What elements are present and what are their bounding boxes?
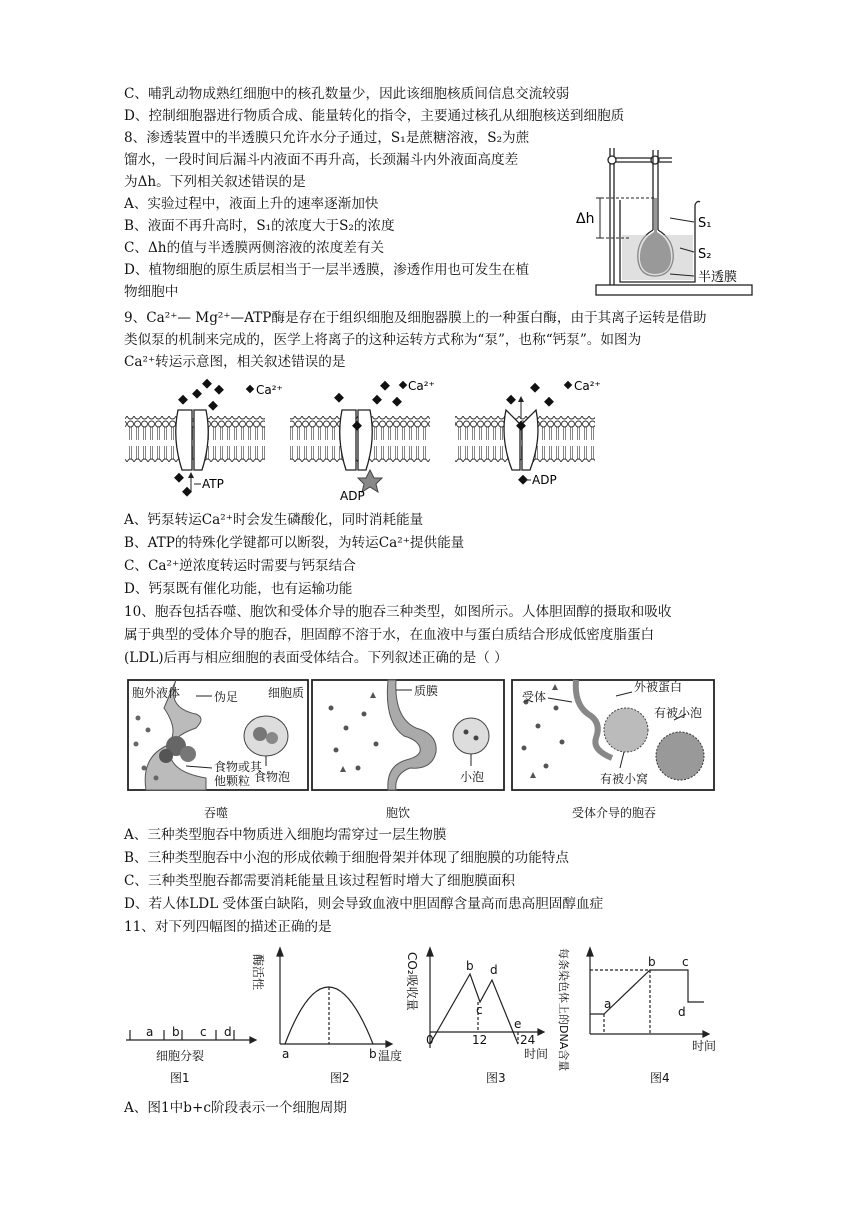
g3-xlabel: 时间	[524, 1047, 549, 1061]
calcium-legend-1: Ca²⁺	[256, 383, 283, 397]
calcium-pump-figure	[120, 374, 620, 504]
q8-option-d: D、植物细胞的原生质层相当于一层半透膜，渗透作用也可发生在植	[124, 262, 530, 278]
g2-label-a: a	[282, 1047, 290, 1061]
g3-label-d: d	[490, 963, 498, 977]
label-plasma-membrane: 质膜	[414, 684, 439, 698]
g2-label-b: b	[369, 1047, 377, 1061]
label-coated-pit: 有被小窝	[600, 772, 649, 786]
q10-option-d: D、若人体LDL 受体蛋白缺陷，则会导致血液中胆固醇含量高而患高胆固醇血症	[124, 896, 604, 912]
q9-option-a: A、钙泵转运Ca²⁺时会发生磷酸化，同时消耗能量	[124, 512, 424, 528]
caption-pinocytosis: 胞饮	[386, 806, 411, 820]
q9-stem-1: 9、Ca²⁺— Mg²⁺—ATP酶是存在于组织细胞及细胞器膜上的一种蛋白酶，由于其离子运转是借助	[124, 310, 707, 326]
g1-label-a: a	[146, 1025, 154, 1039]
g4-ylabel: 每条染色体上的DNA含量	[557, 948, 570, 1072]
label-coated-vesicle: 有被小泡	[654, 706, 703, 720]
q8-stem-3: 为Δh。下列相关叙述错误的是	[124, 174, 306, 190]
label-pseudopod: 伪足	[214, 690, 239, 704]
q10-option-a: A、三种类型胞吞中物质进入细胞均需穿过一层生物膜	[124, 827, 447, 843]
q8-stem-1: 8、渗透装置中的半透膜只允许水分子通过，S₁是蔗糖溶液，S₂为蔗	[124, 130, 530, 146]
g1-label-b: b	[172, 1025, 180, 1039]
g2-caption: 图2	[330, 1071, 350, 1085]
g4-xlabel: 时间	[692, 1039, 717, 1053]
g2-ylabel: 酶活性	[251, 954, 265, 991]
pump-panel-2	[290, 379, 435, 503]
g3-ylabel: CO₂吸收量	[405, 952, 419, 1011]
q10-option-c: C、三种类型胞吞都需要消耗能量且该过程暂时增大了细胞膜面积	[124, 873, 516, 889]
g1-label-d: d	[224, 1025, 232, 1039]
stand-base	[596, 285, 752, 295]
q8-stem-2: 馏水，一段时间后漏斗内液面不再升高，长颈漏斗内外液面高度差	[124, 152, 519, 168]
q9-option-b: B、ATP的特殊化学键都可以断裂，为转运Ca²⁺提供能量	[124, 535, 465, 551]
g3-tick-24: 24	[520, 1033, 536, 1047]
label-coat-protein: 外被蛋白	[634, 680, 683, 694]
q8-option-b: B、液面不再升高时，S₁的浓度大于S₂的浓度	[124, 218, 395, 234]
q10-stem-3: (LDL)后再与相应细胞的表面受体结合。下列叙述正确的是（ ）	[124, 650, 508, 666]
osmosis-apparatus-figure	[570, 130, 770, 302]
coated-vesicle	[656, 732, 704, 780]
g2-curve	[285, 987, 373, 1044]
g4-label-b: b	[648, 955, 656, 969]
q9-stem-2: 类似泵的机制来完成的，医学上将离子的这种运转方式称为“泵”，也称“钙泵”。如图为	[124, 332, 642, 348]
s2-label: S₂	[698, 247, 712, 262]
label-vesicle: 小泡	[460, 770, 485, 784]
q10-option-b: B、三种类型胞吞中小泡的形成依赖于细胞骨架并体现了细胞膜的功能特点	[124, 850, 569, 866]
membrane-label: 半透膜	[698, 270, 738, 285]
pump-panel-3	[455, 379, 601, 487]
text-line-1: C、哺乳动物成熟红细胞中的核孔数量少，因此该细胞核质间信息交流较弱	[124, 86, 570, 102]
q10-stem-2: 属于典型的受体介导的胞吞，胆固醇不溶于水，在血液中与蛋白质结合形成低密度脂蛋白	[124, 627, 655, 643]
caption-receptor-mediated: 受体介导的胞吞	[572, 806, 657, 820]
q8-option-a: A、实验过程中，液面上升的速率逐渐加快	[124, 196, 379, 212]
label-receptor: 受体	[522, 690, 547, 704]
vesicle	[453, 718, 489, 754]
g1-caption: 图1	[170, 1071, 190, 1085]
text-line-2: D、控制细胞器进行物质合成、能量转化的指令，主要通过核孔从细胞核送到细胞质	[124, 108, 625, 124]
label-food-vacuole: 食物泡	[254, 770, 291, 784]
q8-option-d-cont: 物细胞中	[124, 284, 179, 300]
calcium-legend-2: Ca²⁺	[408, 379, 435, 393]
coated-pit	[604, 708, 648, 752]
dh-label: Δh	[576, 211, 595, 227]
adp-label-2: ADP	[532, 473, 557, 487]
q11-option-a: A、图1中b+c阶段表示一个细胞周期	[124, 1100, 347, 1116]
g4-label-a: a	[604, 997, 612, 1011]
g3-label-c: c	[476, 1003, 483, 1017]
label-extracellular-fluid: 胞外液体	[132, 686, 181, 700]
g2-xlabel: 温度	[378, 1049, 403, 1063]
four-graphs-figure	[120, 940, 720, 1088]
q9-option-d: D、钙泵既有催化功能，也有运输功能	[124, 581, 353, 597]
q9-stem-3: Ca²⁺转运示意图，相关叙述错误的是	[124, 354, 346, 370]
g3-caption: 图3	[486, 1071, 506, 1085]
g3-tick-0: 0	[426, 1033, 434, 1047]
g4-label-c: c	[682, 955, 689, 969]
pump-panel-1	[125, 379, 265, 497]
g3-label-e: e	[514, 1017, 522, 1031]
caption-phagocytosis: 吞噬	[204, 806, 229, 820]
g1-label-c: c	[200, 1025, 207, 1039]
label-food-particle-1: 食物或其	[214, 760, 263, 774]
s1-label: S₁	[698, 216, 712, 231]
g3-label-b: b	[466, 959, 474, 973]
q8-option-c: C、Δh的值与半透膜两侧溶液的浓度差有关	[124, 240, 385, 256]
g1-xlabel: 细胞分裂	[156, 1049, 205, 1063]
q9-option-c: C、Ca²⁺逆浓度转运时需要与钙泵结合	[124, 558, 356, 574]
label-food-particle-2: 他颗粒	[214, 774, 251, 788]
g3-tick-12: 12	[472, 1033, 488, 1047]
endocytosis-figure	[126, 678, 716, 823]
label-cytoplasm: 细胞质	[268, 686, 305, 700]
calcium-legend-3: Ca²⁺	[574, 379, 601, 393]
g4-caption: 图4	[650, 1071, 670, 1085]
atp-label: ATP	[202, 477, 224, 491]
q10-stem-1: 10、胞吞包括吞噬、胞饮和受体介导的胞吞三种类型，如图所示。人体胆固醇的摄取和吸收	[124, 604, 672, 620]
g4-label-d: d	[678, 1005, 686, 1019]
adp-label-1: ADP	[340, 489, 365, 503]
q11-stem: 11、对下列四幅图的描述正确的是	[124, 919, 332, 935]
